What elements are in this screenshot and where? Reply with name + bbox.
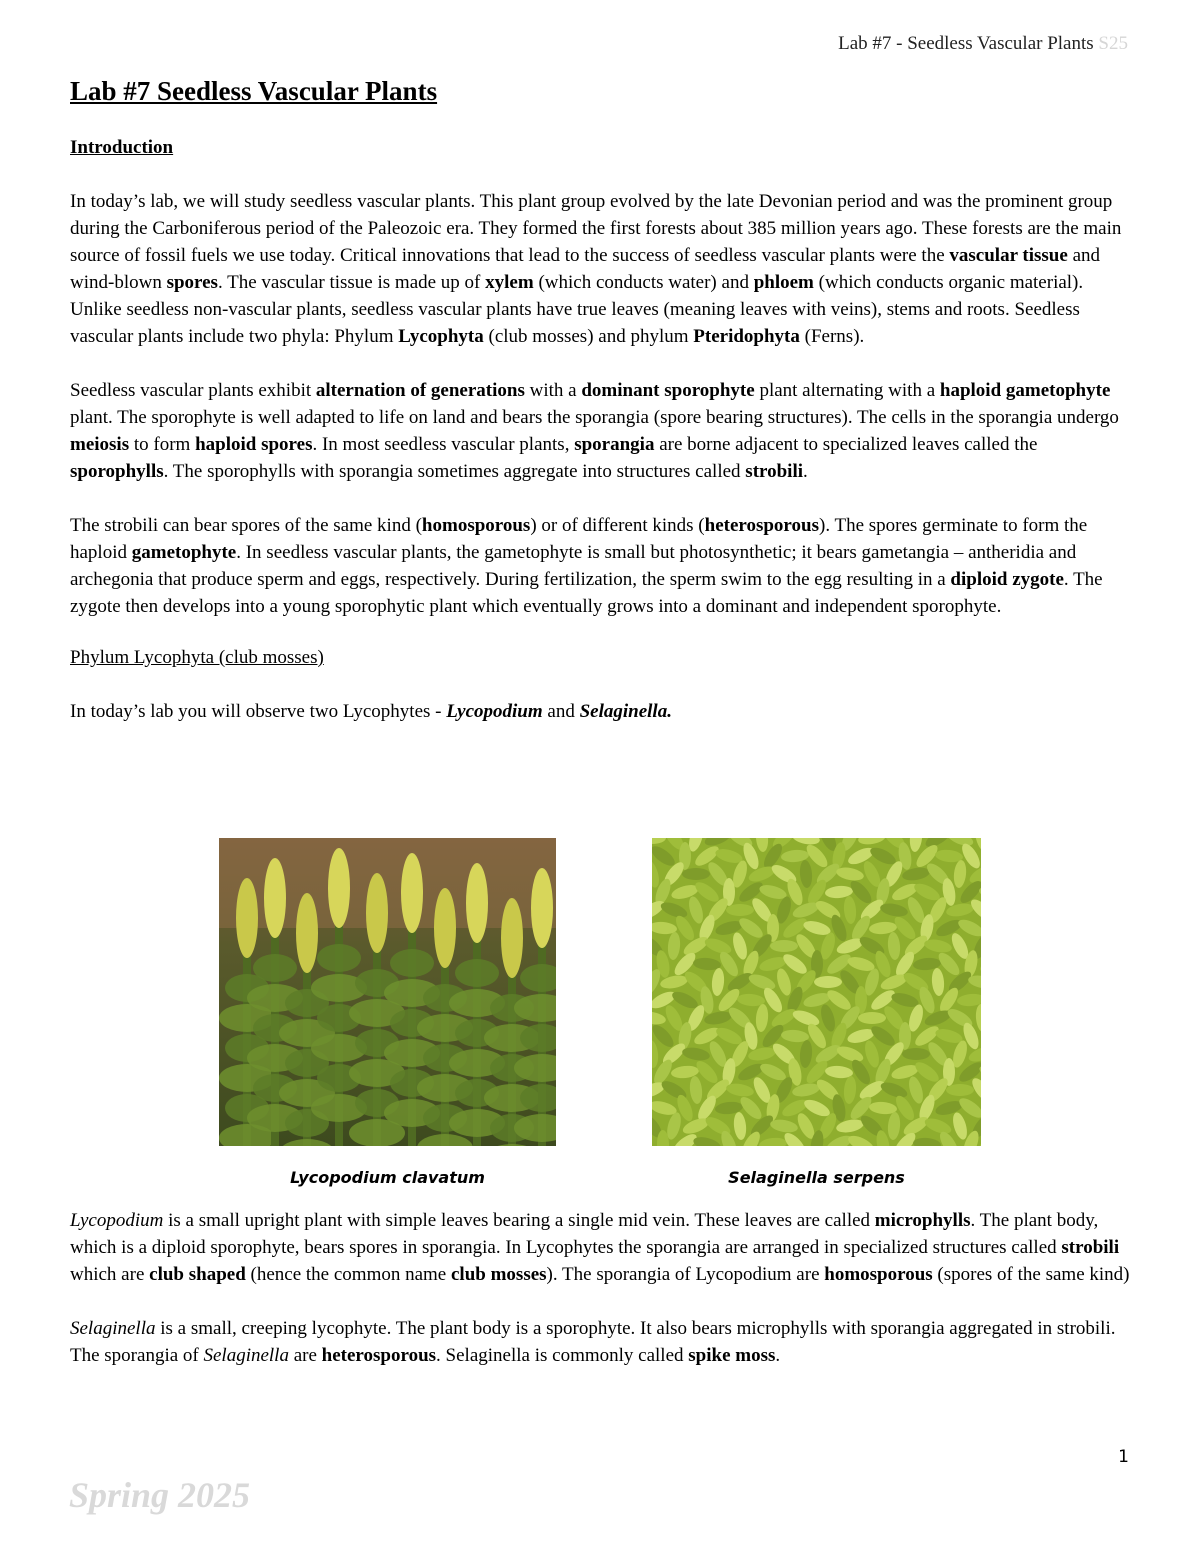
lycopodium-photo xyxy=(219,838,556,1146)
intro-paragraph-3: The strobili can bear spores of the same kind (homosporous) or of different kinds (heterosporous). The spores germinate to form the haploid gametophyte. In seedless vascular plants, the gametophyte is small but photosynthetic; it bears gametangia – antheridia and archegonia that produce sperm and eggs, respectively. During fertilization, the sperm swim to the egg resulting in a diploid zygote. The zygote then develops into a young sporophytic plant which eventually grows into a dominant and independent sporophyte. xyxy=(70,515,1103,617)
main-content xyxy=(70,74,1130,725)
page-number: 1 xyxy=(1118,1447,1129,1467)
term-code: S25 xyxy=(1098,33,1128,54)
watermark: Spring 2025 xyxy=(69,1475,251,1515)
selaginella-photo-image xyxy=(652,838,981,1146)
lycopodium-photo-image xyxy=(219,838,556,1146)
selaginella-paragraph: Selaginella is a small, creeping lycophyte. The plant body is a sporophyte. It also bears microphylls with sporangia aggregated in strobili. The sporangia of Selaginella are heterosporous. Selaginella is commonly called spike moss. xyxy=(70,1318,1116,1366)
page-title: Lab #7 Seedless Vascular Plants xyxy=(70,76,438,106)
phylum-heading: Phylum Lycophyta (club mosses) xyxy=(70,647,324,668)
figure-caption-lycopodium: Lycopodium clavatum xyxy=(290,1168,485,1187)
intro-heading: Introduction xyxy=(70,137,174,158)
figure-caption-selaginella: Selaginella serpens xyxy=(728,1168,905,1187)
intro-paragraph-1: In today’s lab, we will study seedless vascular plants. This plant group evolved by the late Devonian period and was the prominent group during the Carboniferous period of the Paleozoic era. They formed the first forests about 385 million years ago. These forests are the main source of fossil fuels we use today. Critical innovations that lead to the success of seedless vascular plants were the vascular tissue and wind-blown spores. The vascular tissue is made up of xylem (which conducts water) and phloem (which conducts organic material). Unlike seedless non-vascular plants, seedless vascular plants have true leaves (meaning leaves with veins), stems and roots. Seedless vascular plants include two phyla: Phylum Lycophyta (club mosses) and phylum Pteridophyta (Ferns). xyxy=(70,191,1122,347)
running-title: Lab #7 - Seedless Vascular Plants xyxy=(838,33,1094,54)
selaginella-photo xyxy=(652,838,981,1146)
lycopodium-paragraph: Lycopodium is a small upright plant with simple leaves bearing a single mid vein. These leaves are called microphylls. The plant body, which is a diploid sporophyte, bears spores in sporangia. In Lycophytes the sporangia are arranged in specialized structures called strobili which are club shaped (hence the common name club mosses). The sporangia of Lycopodium are homosporous (spores of the same kind) xyxy=(70,1210,1130,1285)
intro-paragraph-2: Seedless vascular plants exhibit alternation of generations with a dominant sporophyte plant alternating with a haploid gametophyte plant. The sporophyte is well adapted to life on land and bears the sporangia (spore bearing structures). The cells in the sporangia undergo meiosis to form haploid spores. In most seedless vascular plants, sporangia are borne adjacent to specialized leaves called the sporophylls. The sporophylls with sporangia sometimes aggregate into structures called strobili. xyxy=(70,380,1119,482)
running-header xyxy=(838,33,1128,55)
observe-paragraph: In today’s lab you will observe two Lycophytes - Lycopodium and Selaginella. xyxy=(70,701,672,722)
lower-content xyxy=(70,1207,1132,1369)
figure-row xyxy=(0,838,1200,1198)
